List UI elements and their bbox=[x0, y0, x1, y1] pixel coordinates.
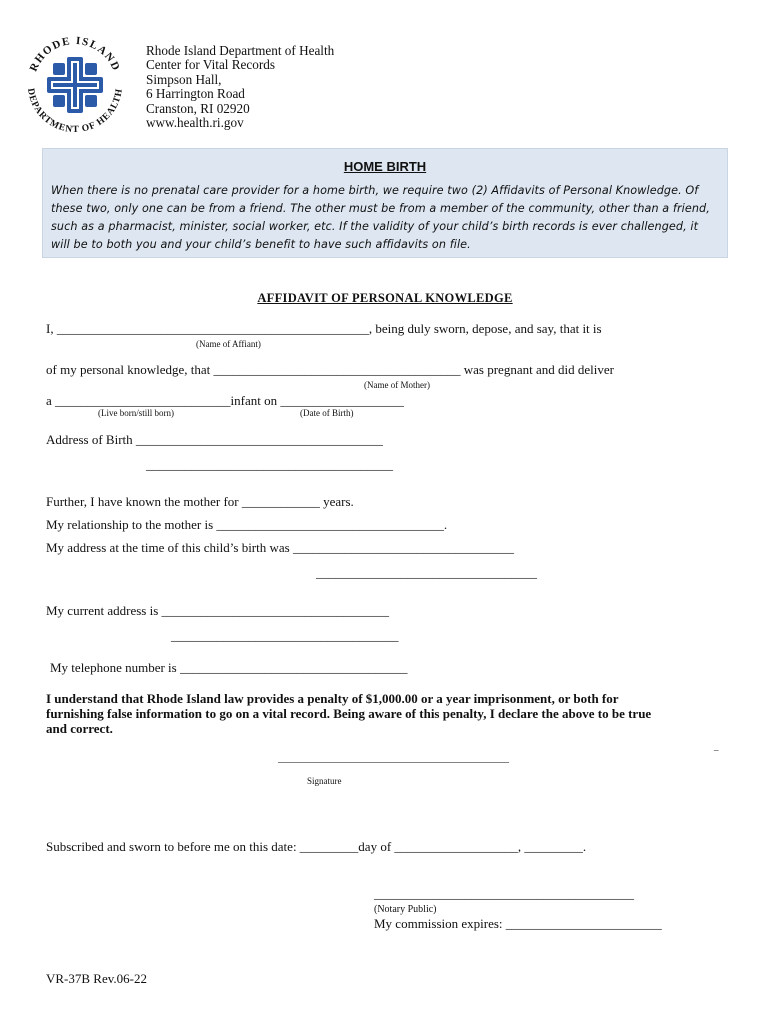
city-state-zip: Cranston, RI 02920 bbox=[146, 100, 250, 116]
address-at-birth-field[interactable]: My address at the time of this child’s birth was __________________________________ bbox=[46, 540, 514, 555]
form-id: VR-37B Rev.06-22 bbox=[46, 971, 147, 986]
logo-text-bottom: DEPARTMENT OF HEALTH bbox=[25, 87, 125, 136]
building-name: Simpson Hall, bbox=[146, 71, 222, 87]
mother-name-field[interactable]: of my personal knowledge, that ______________________________________ was pregnant and did deliver bbox=[46, 362, 614, 377]
org-name: Rhode Island Department of Health bbox=[146, 43, 335, 58]
ri-doh-logo bbox=[20, 30, 130, 140]
subscribed-date-field[interactable]: Subscribed and sworn to before me on this date: _________day of ___________________, _________. bbox=[46, 839, 587, 854]
dash-mark: _ bbox=[714, 742, 719, 752]
live-born-label: (Live born/still born) bbox=[98, 408, 174, 418]
division-name: Center for Vital Records bbox=[146, 57, 275, 73]
telephone-field[interactable]: My telephone number is ___________________________________ bbox=[50, 660, 408, 675]
notice-title: HOME BIRTH bbox=[343, 159, 427, 174]
years-known-field[interactable]: Further, I have known the mother for ____________ years. bbox=[46, 494, 354, 509]
logo-cross-icon bbox=[47, 57, 103, 113]
notary-label: (Notary Public) bbox=[374, 904, 437, 915]
penalty-line: furnishing false information to go on a vital record. Being aware of this penalty, I declare the above to be true bbox=[46, 706, 652, 721]
home-birth-notice bbox=[42, 148, 728, 258]
infant-birth-field[interactable]: a ___________________________infant on ___________________ bbox=[46, 393, 404, 408]
current-address-field[interactable]: My current address is ___________________________________ bbox=[46, 603, 390, 618]
notice-line: such as a pharmacist, minister, social worker, etc. If the validity of your child’s birth records is ever challenged, it bbox=[51, 220, 699, 233]
penalty-statement bbox=[46, 691, 736, 736]
signature-line[interactable]: __________________________________________ bbox=[278, 752, 509, 764]
relationship-field[interactable]: My relationship to the mother is ___________________________________. bbox=[46, 517, 448, 532]
notice-line: When there is no prenatal care provider for a home birth, we require two (2) Affidavits of Personal Knowledge. Of bbox=[51, 184, 699, 197]
notice-line: these two, only one can be from a friend. The other must be from a member of the community, other than a friend, bbox=[51, 202, 710, 215]
penalty-line: I understand that Rhode Island law provides a penalty of $1,000.00 or a year imprisonment, or both for bbox=[46, 691, 619, 706]
penalty-line: and correct. bbox=[46, 721, 113, 736]
mother-label: (Name of Mother) bbox=[364, 380, 430, 390]
address-at-birth-line2[interactable]: __________________________________ bbox=[316, 565, 537, 580]
logo-text-top: RHODE ISLAND bbox=[27, 34, 123, 74]
affidavit-title: AFFIDAVIT OF PERSONAL KNOWLEDGE bbox=[257, 291, 513, 305]
affiant-label: (Name of Affiant) bbox=[196, 339, 261, 349]
affiant-name-field[interactable]: I, ________________________________________________, being duly sworn, depose, and say, that it is bbox=[46, 321, 602, 336]
agency-address-block bbox=[146, 44, 334, 130]
notice-line: will be to both you and your child’s benefit to have such affidavits on file. bbox=[51, 238, 471, 251]
notice-body bbox=[51, 182, 717, 254]
date-of-birth-label: (Date of Birth) bbox=[300, 408, 354, 418]
address-of-birth-field[interactable]: Address of Birth ______________________________________ bbox=[46, 432, 383, 447]
address-of-birth-line2[interactable]: ______________________________________ bbox=[146, 457, 393, 472]
current-address-line2[interactable]: ___________________________________ bbox=[171, 628, 399, 643]
signature-label: Signature bbox=[307, 776, 342, 786]
notary-signature-line[interactable]: ________________________________________ bbox=[374, 886, 634, 901]
website-link[interactable]: www.health.ri.gov bbox=[146, 115, 244, 131]
commission-expires-field[interactable]: My commission expires: ________________________ bbox=[374, 916, 662, 931]
street-address: 6 Harrington Road bbox=[146, 86, 245, 102]
